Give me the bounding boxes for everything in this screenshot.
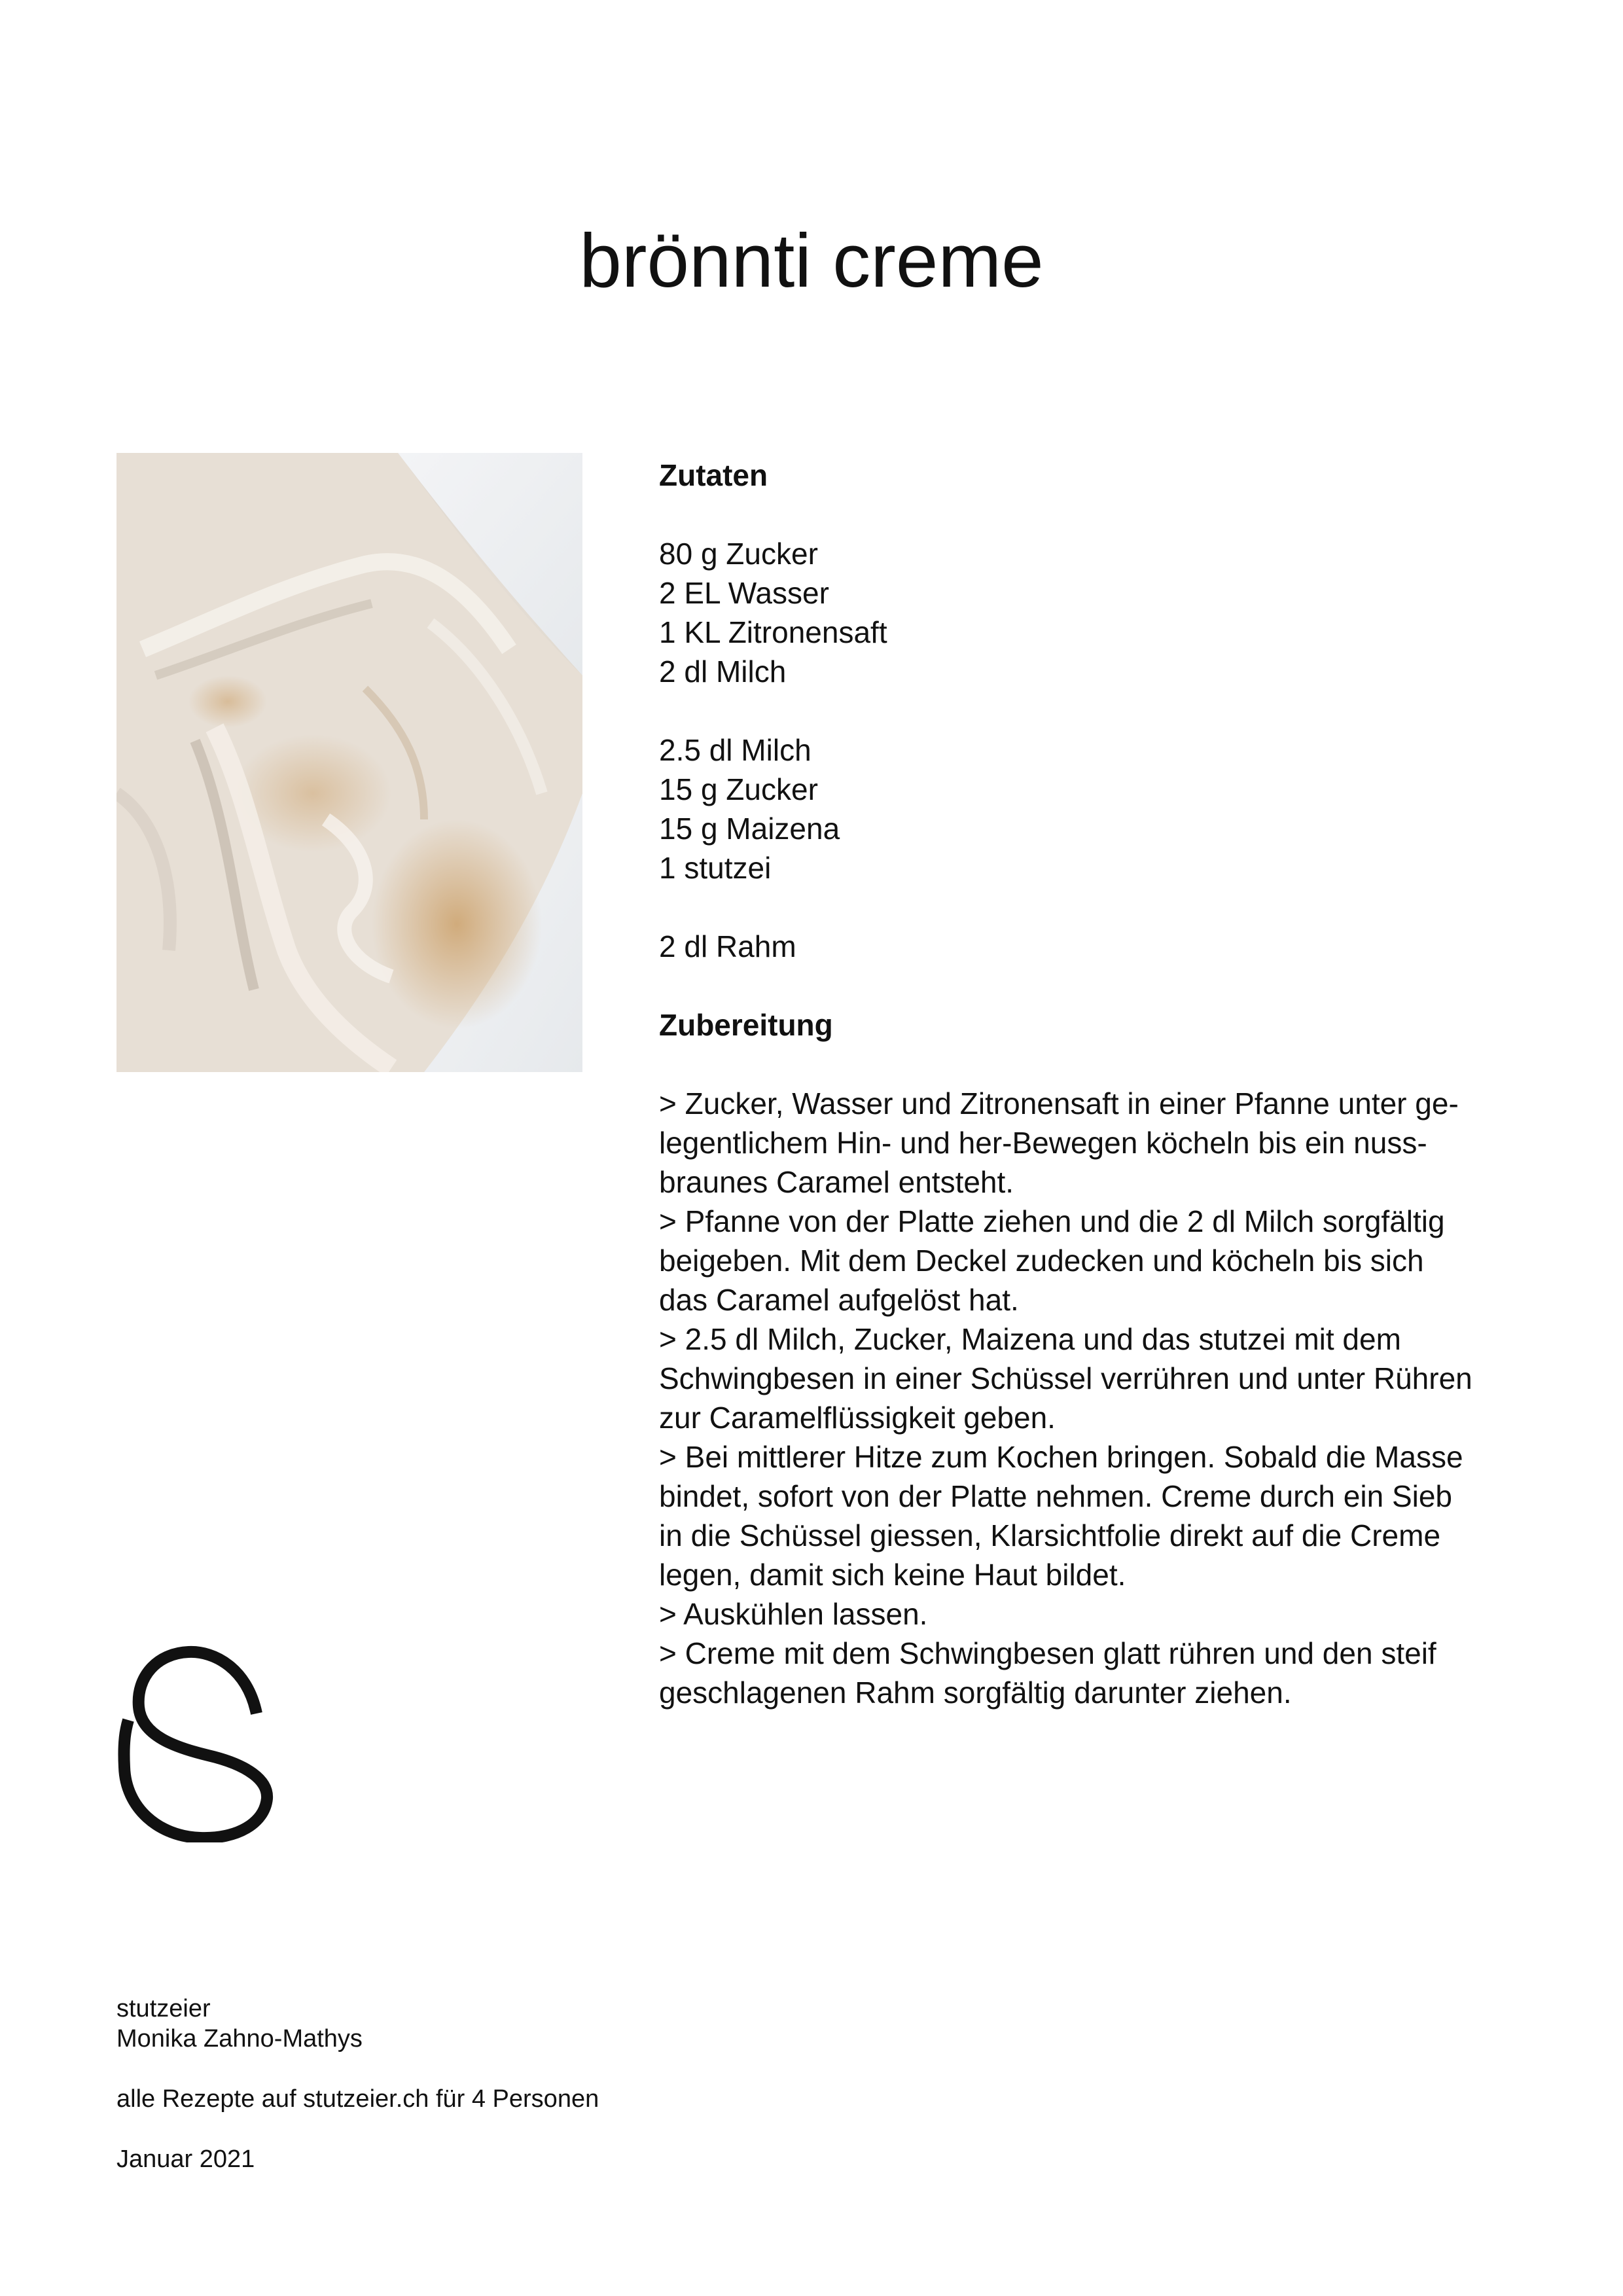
- preparation-line: in die Schüssel giessen, Klarsichtfolie direkt auf die Creme: [659, 1518, 1441, 1552]
- preparation-line: Schwingbesen in einer Schüssel verrühren und unter Rühren: [659, 1361, 1472, 1395]
- footer-note: alle Rezepte auf stutzeier.ch für 4 Personen: [116, 2085, 599, 2113]
- preparation-line: bindet, sofort von der Platte nehmen. Creme durch ein Sieb: [659, 1479, 1453, 1513]
- preparation-heading: Zubereitung: [659, 1008, 833, 1042]
- ingredient-item: 15 g Maizena: [659, 812, 840, 846]
- preparation-line: legen, damit sich keine Haut bildet.: [659, 1558, 1126, 1592]
- preparation-line: das Caramel aufgelöst hat.: [659, 1283, 1019, 1317]
- dessert-photo: [116, 453, 582, 1072]
- stutzeier-logo-icon: [116, 1643, 276, 1842]
- ingredient-group-1: [659, 534, 1529, 691]
- preparation-line: legentlichem Hin- und her-Bewegen köcheln bis ein nuss-: [659, 1126, 1427, 1160]
- cream-photo-image: [116, 453, 582, 1072]
- preparation-line: beigeben. Mit dem Deckel zudecken und köcheln bis sich: [659, 1244, 1424, 1278]
- preparation-line: > Creme mit dem Schwingbesen glatt rühren und den steif: [659, 1636, 1436, 1670]
- preparation-line: geschlagenen Rahm sorgfältig darunter ziehen.: [659, 1676, 1292, 1710]
- recipe-title: brönnti creme: [579, 218, 1044, 303]
- footer-author: Monika Zahno-Mathys: [116, 2025, 363, 2053]
- preparation-line: > Pfanne von der Platte ziehen und die 2 dl Milch sorgfältig: [659, 1204, 1445, 1238]
- preparation-steps: [659, 1084, 1529, 1712]
- recipe-content: [659, 456, 1529, 1712]
- ingredient-item: 2.5 dl Milch: [659, 733, 812, 767]
- ingredients-heading: Zutaten: [659, 458, 768, 492]
- ingredient-item: 80 g Zucker: [659, 537, 818, 571]
- preparation-line: > Auskühlen lassen.: [659, 1597, 928, 1631]
- footer-brand: stutzeier: [116, 1995, 211, 2022]
- preparation-line: > 2.5 dl Milch, Zucker, Maizena und das stutzei mit dem: [659, 1322, 1401, 1356]
- ingredient-item: 2 EL Wasser: [659, 576, 829, 610]
- ingredient-item: 2 dl Rahm: [659, 929, 796, 963]
- ingredient-item: 15 g Zucker: [659, 772, 818, 806]
- preparation-line: > Bei mittlerer Hitze zum Kochen bringen. Sobald die Masse: [659, 1440, 1463, 1474]
- preparation-line: zur Caramelflüssigkeit geben.: [659, 1401, 1056, 1435]
- preparation-line: braunes Caramel entsteht.: [659, 1165, 1014, 1199]
- ingredient-item: 2 dl Milch: [659, 655, 787, 689]
- ingredient-item: 1 KL Zitronensaft: [659, 615, 887, 649]
- ingredient-group-2: [659, 730, 1529, 888]
- footer: [116, 1994, 599, 2174]
- preparation-line: > Zucker, Wasser und Zitronensaft in einer Pfanne unter ge-: [659, 1086, 1459, 1121]
- ingredient-group-3: [659, 927, 1529, 966]
- egg-s-icon: [116, 1643, 276, 1842]
- footer-date: Januar 2021: [116, 2145, 255, 2173]
- ingredient-item: 1 stutzei: [659, 851, 772, 885]
